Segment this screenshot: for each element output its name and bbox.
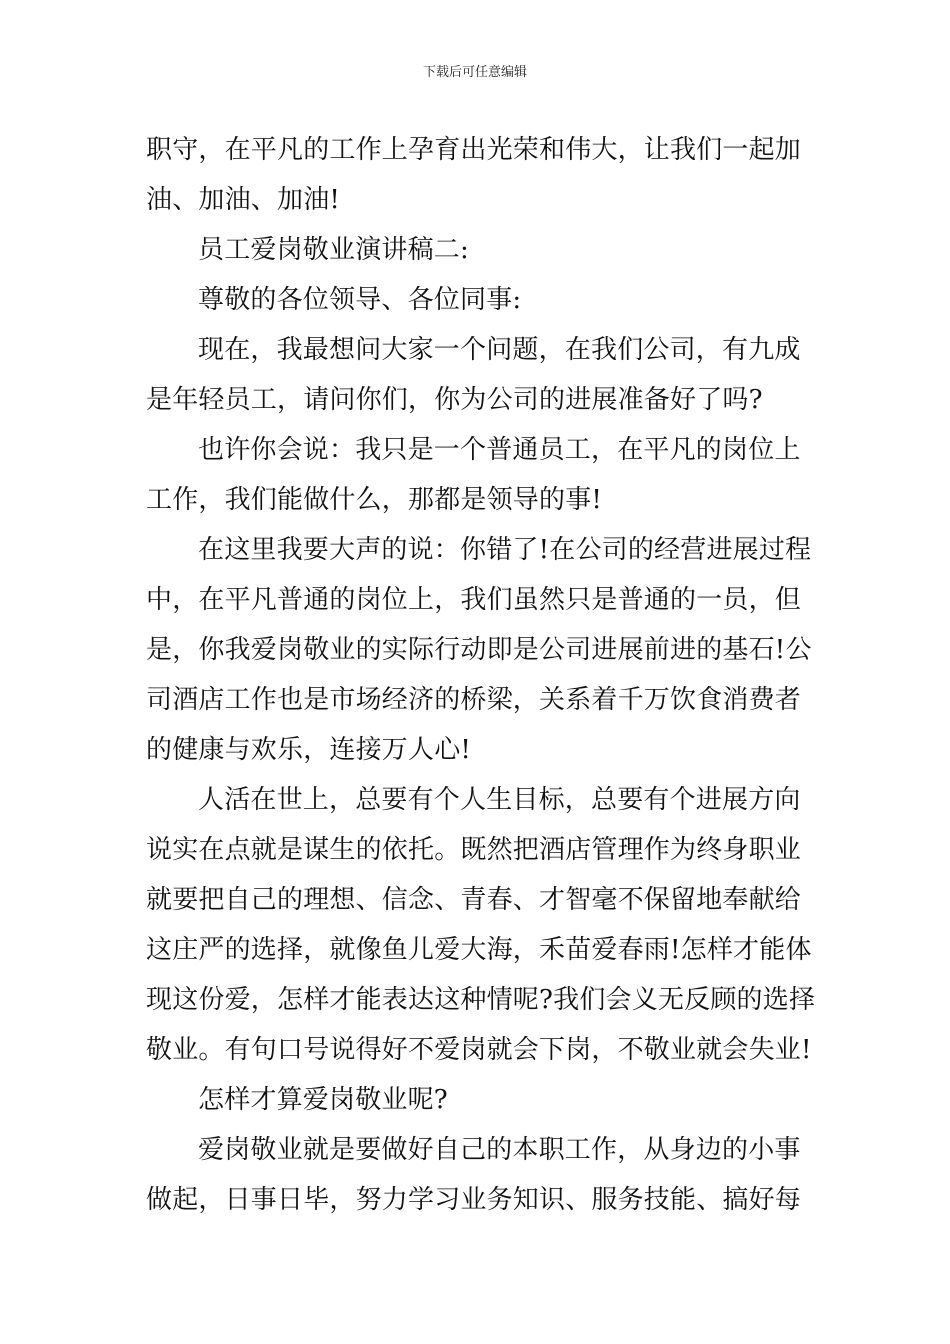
document-body — [146, 125, 816, 1225]
page-header: 下载后可任意编辑 — [422, 65, 527, 80]
text-line: 怎样才算爱岗敬业呢? — [198, 1085, 448, 1115]
text-line: 司酒店工作也是市场经济的桥梁，关系着千万饮食消费者 — [146, 685, 802, 715]
text-line: 人活在世上，总要有个人生目标，总要有个进展方向 — [198, 785, 801, 815]
text-line: 做起，日事日毕，努力学习业务知识、服务技能、搞好每 — [146, 1185, 802, 1215]
text-line: 这庄严的选择，就像鱼儿爱大海，禾苗爱春雨!怎样才能体 — [146, 935, 812, 965]
text-line: 就要把自己的理想、信念、青春、才智毫不保留地奉献给 — [146, 885, 802, 915]
text-line: 爱岗敬业就是要做好自己的本职工作，从身边的小事 — [198, 1135, 801, 1165]
text-line: 职守，在平凡的工作上孕育出光荣和伟大，让我们一起加 — [146, 135, 802, 165]
text-line: 现在，我最想问大家一个问题，在我们公司，有九成 — [198, 335, 801, 365]
text-line: 也许你会说：我只是一个普通员工，在平凡的岗位上 — [198, 435, 801, 465]
text-line: 敬业。有句口号说得好不爱岗就会下岗，不敬业就会失业! — [146, 1035, 812, 1065]
text-line: 说实在点就是谋生的依托。既然把酒店管理作为终身职业 — [146, 835, 802, 865]
text-line: 工作，我们能做什么，那都是领导的事! — [146, 485, 603, 515]
text-line: 现这份爱，怎样才能表达这种情呢?我们会义无反顾的选择 — [146, 985, 816, 1015]
text-line: 的健康与欢乐，连接万人心! — [146, 735, 472, 765]
text-line: 是，你我爱岗敬业的实际行动即是公司进展前进的基石!公 — [146, 635, 812, 665]
text-line: 在这里我要大声的说：你错了!在公司的经营进展过程 — [198, 535, 812, 565]
text-line: 是年轻员工，请问你们，你为公司的进展准备好了吗? — [146, 385, 763, 415]
text-line: 油、加油、加油! — [146, 185, 341, 215]
section-heading: 员工爱岗敬业演讲稿二: — [198, 235, 469, 265]
text-line: 中，在平凡普通的岗位上，我们虽然只是普通的一员，但 — [146, 585, 802, 615]
salutation: 尊敬的各位领导、各位同事: — [198, 285, 522, 315]
